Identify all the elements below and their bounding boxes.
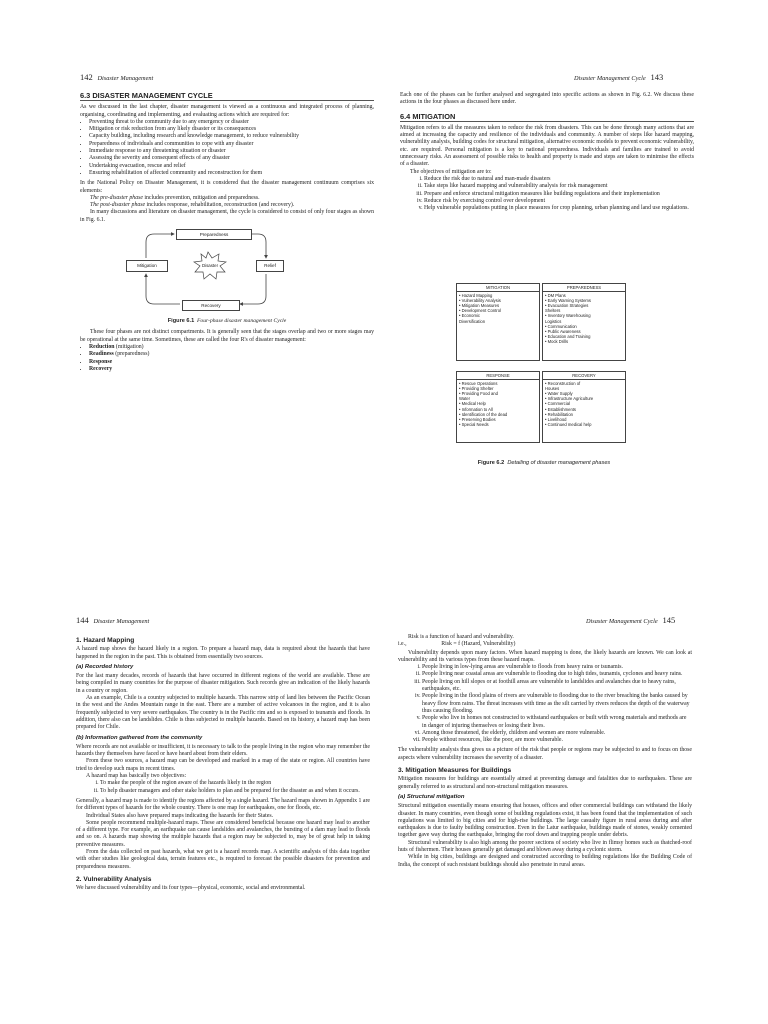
paragraph: A hazard map shows the hazard likely in a region. To prepare a hazard map, data is required about the hazards that have happened in the region in the past. This is obtained from essentially two sources. (76, 646, 370, 660)
caption-label: Figure 6.2 (477, 460, 505, 466)
list-item: • Livelihood (545, 416, 567, 422)
list-item: • Vulnerability Analysis (459, 298, 501, 304)
running-title: Disaster Management (97, 75, 154, 82)
panel-title: PREPAREDNESS (543, 284, 625, 292)
paragraph: Each one of the phases can be further analysed and segregated into specific actions as shown in Fig. 6.2. We discuss these actions in the four phases as discussed here under. (400, 92, 694, 106)
list-item: iv. People living in the flood plains of rivers are vulnerable to flooding due to the river breaching the banks caused by heavy flow from rains. The threat increases with time as the silt carried by rivers reduces the depth of the waterway thus causing flooding. (422, 693, 692, 715)
objectives-list (400, 176, 694, 212)
list-item: iii. Prepare and enforce structural mitigation measures like building regulations and their implementation (424, 191, 694, 198)
panel-title: MITIGATION (457, 284, 539, 292)
list-item: • Commercial (545, 401, 570, 407)
list-item: • Medical Help (459, 401, 486, 407)
disaster-label: Disaster (201, 263, 219, 269)
subsection-heading: 1. Hazard Mapping (76, 637, 135, 644)
paragraph: From the data collected on past hazards, what we get is a hazard records map. A scientific analysis of this data together with other studies like geological data, terrain features etc., is required to forecast the possible disasters for prevention and preparedness measures. (76, 849, 370, 870)
running-title: Disaster Management Cycle (574, 75, 646, 82)
page-header-left (76, 615, 149, 625)
paragraph: As an example, Chile is a country subjected to multiple hazards. This narrow strip of land lies between the Pacific Ocean in the west and the Andes Mountain range in the east. There are a number of active volcanoes in the region, and it is also frequently subjected to very severe earthquakes. The country is in the Pacific rim and so is exposed to tsunamis and floods. In addition, there also can be landslides. Chile is thus subjected to multiple hazards. Based on its history, a hazard map has been prepared for Chile. (76, 695, 370, 731)
paragraph: The objectives of mitigation are to: (410, 168, 492, 175)
list-item: iv. Reduce risk by exercising control over development (424, 198, 694, 205)
text: includes response, rehabilitation, reconstruction (and recovery). (145, 202, 295, 209)
caption-text: Four-phase disaster management Cycle (197, 318, 287, 325)
page-number: 143 (650, 72, 664, 82)
list-item: • Education and Training (545, 333, 591, 339)
sub-subsection-heading: (a) Structural mitigation (398, 793, 465, 800)
list-item: Diversification (459, 318, 486, 324)
list-item: • Reconstruction of (545, 381, 581, 387)
paragraph: We have discussed vulnerability and its four types—physical, economic, social and environmental. (76, 885, 306, 892)
list-item (89, 359, 374, 366)
preparedness-panel (542, 283, 626, 361)
sub-subsection-heading: (a) Recorded history (76, 663, 134, 670)
list-item: • Information to All (459, 406, 493, 412)
recovery-panel (542, 371, 626, 443)
paragraph: While in big cities, buildings are designed and constructed according to building regulations like the Building Code of India, the concept of such resistant buildings should also penetrate in rural areas. (398, 854, 692, 868)
subsection-heading: 2. Vulnerability Analysis (76, 875, 152, 883)
paragraph: A hazard map has basically two objectives: (86, 773, 187, 780)
list-item: • Preventing threat to the community due to any emergency or disaster (89, 119, 374, 126)
list-item (89, 351, 374, 358)
paragraph: In the National Policy on Disaster Management, it is considered that the disaster management continuum comprises six elements: (80, 180, 374, 194)
panel-title: RECOVERY (543, 372, 625, 380)
term: Response (89, 358, 113, 365)
panel-items (543, 380, 625, 428)
term: Recovery (89, 365, 113, 372)
paragraph: Generally, a hazard map is made to identify the regions affected by a single hazard. The hazard maps shown in Appendix 1 are for different types of hazards for the whole country. There is one map for earthquakes, one for floods, etc. (76, 797, 370, 812)
list-item: • Communication (545, 323, 577, 329)
list-item: i. To make the people of the region aware of the hazards likely in the region (100, 780, 370, 787)
paragraph: As we discussed in the last chapter, disaster management is viewed as a continuous and integrated process of planning, organising, coordinating and implementing, and evaluating actions which are required for: (80, 104, 374, 118)
page-number: 142 (80, 72, 93, 82)
running-title: Disaster Management (93, 618, 150, 625)
page-143-body (400, 92, 694, 212)
figure-6-1-cycle-diagram (80, 228, 374, 316)
list-item: • Mitigation or risk reduction from any likely disaster or its consequences (89, 126, 374, 133)
paragraph: For the last many decades, records of hazards that have occurred in different regions of the world are available. These are being compiled in many countries for the purpose of disaster mitigation. Such records give an indication of the likely hazards in a country or region. (76, 673, 370, 694)
list-item: vii. People without resources, like the poor, are more vulnerable. (422, 737, 692, 744)
bullet-list (80, 119, 374, 177)
list-item: ii. To help disaster managers and other stake holders to plan and be prepared for the disaster as and when it occurs. (100, 788, 370, 795)
emphasis: The pre-disaster phase (90, 194, 143, 201)
page-142-body (80, 92, 374, 373)
text: (preparedness) (113, 351, 150, 358)
list-item: • Preparedness of individuals and communities to cope with any disaster (89, 141, 374, 148)
recovery-box: Recovery (182, 300, 240, 311)
subsection-heading: 3. Mitigation Measures for Buildings (398, 767, 512, 775)
paragraph: Some people recommend multiple-hazard maps. These are considered beneficial because one hazard may lead to another of a different type. For example, an earthquake can cause landslides and avalanches, the bursting of a dam may lead to floods and so on. A hazards map showing the multiple hazards that a region may be subjected to, may be of great help in taking preventive measures. (76, 819, 370, 848)
paragraph: Structural vulnerability is also high among the poorer sections of society who live in flimsy homes such as thatched-roof huts of fishermen. Their houses generally get damaged and blown away during a cyclonic storm. (398, 839, 692, 854)
four-rs-list (80, 344, 374, 373)
page-header-left (80, 72, 153, 82)
list-item: ii. People living near coastal areas are vulnerable to flooding due to high tides, tsunamis, cyclones and heavy rains. (422, 671, 692, 678)
paragraph: These four phases are not distinct compartments. It is generally seen that the stages overlap and two or more stages may be operational at the same time. Sometimes, these are called the four R's of disaster management: (80, 329, 374, 343)
panel-items (543, 292, 625, 345)
list-item: Shelters (545, 308, 561, 314)
list-item: • Continued medical help (545, 421, 592, 427)
list-item: • Providing Food and (459, 391, 498, 397)
list-item: • Water Supply (545, 391, 573, 397)
list-item: Water (459, 396, 471, 402)
vulnerability-list (398, 664, 692, 744)
preparedness-box: Preparedness (176, 229, 252, 240)
list-item: • Preserving Bodies (459, 416, 496, 422)
spread-pages-144-145 (0, 512, 768, 1024)
page-number: 144 (76, 615, 89, 625)
response-panel (456, 371, 540, 443)
term: Reduction (89, 343, 115, 350)
paragraph: In many discussions and literature on disaster management, the cycle is considered to consist of only four stages as shown in Fig. 6.1. (80, 209, 374, 223)
panel-items (457, 380, 539, 428)
list-item: • Capacity building, including research and knowledge management, to reduce vulnerability (89, 133, 374, 140)
risk-formula: i.e., Risk = f (Hazard, Vulnerability) (398, 641, 516, 648)
section-heading: 6.4 MITIGATION (400, 113, 694, 122)
list-item: iii. People living on hill slopes or at foothill areas are vulnerable to landslides and avalanches due to heavy rains, earthquakes, etc. (422, 679, 692, 694)
list-item: • Special Needs (459, 421, 489, 427)
objectives-list (76, 780, 370, 795)
page-144-body (76, 634, 370, 893)
list-item: • Early Warning Systems (545, 298, 591, 304)
term: Readiness (89, 351, 114, 358)
list-item: • Establishments (545, 406, 577, 412)
list-item: • Assessing the severity and consequent effects of any disaster (89, 155, 374, 162)
list-item: • Rehabilitation (545, 411, 574, 417)
paragraph: Risk is a function of hazard and vulnerability. (408, 634, 514, 640)
mitigation-panel (456, 283, 540, 361)
list-item: • Evacuation Strategies (545, 303, 589, 309)
paragraph: Individual States also have prepared maps indicating the hazards for their States. (86, 812, 274, 819)
list-item: v. People who live in homes not constructed to withstand earthquakes or built with wrong materials and methods are in danger of injuring themselves or losing their lives. (422, 715, 692, 730)
text: includes prevention, mitigation and preparedness. (142, 194, 260, 201)
paragraph: Structural mitigation essentially means ensuring that houses, offices and other commercial buildings can withstand the likely disaster. In many countries, even though some of building regulations exist, it has been found that the implementation of such regulations was limited to big cities and for high-rise buildings. The large casualty figure in rural areas during and after earthquakes is due to faulty building construction. Even in the Latur earthquake, buildings made of stones, weakly cemented together gave way during the earthquake, bringing the roof down and trapping people under debris. (398, 803, 692, 839)
list-item: • Infrastructure Agriculture (545, 396, 594, 402)
list-item: • Hazard Mapping (459, 293, 493, 299)
caption-label: Figure 6.1 (167, 318, 195, 325)
page-header-right (574, 72, 663, 82)
list-item: vi. Among those threatened, the elderly, children and women are more vulnerable. (422, 730, 692, 737)
caption-text: Detailing of disaster management phases (507, 460, 611, 466)
list-item: • Providing Shelter (459, 386, 494, 392)
paragraph: Mitigation refers to all the measures taken to reduce the risk from disasters. This can be done through many actions that are aimed at increasing the capacity and resilience of the individuals and community. A number of steps like hazard mapping, vulnerability analysis, building codes for structural mitigation, alternative economic models to prevent economic vulnerability, etc. are required. Personal mitigation is a key to national preparedness. Individuals and families are trained to avoid unnecessary risks. An assessment of possible risks to health and property is made and steps are taken to minimise the effects of a disaster. (400, 124, 694, 168)
list-item (89, 366, 374, 373)
figure-caption (80, 318, 374, 325)
sub-subsection-heading: (b) Information gathered from the community (76, 734, 203, 741)
panel-title: RESPONSE (457, 372, 539, 380)
page-145-body (398, 634, 692, 869)
relief-box: Relief (256, 260, 284, 272)
list-item: • Undertaking evacuation, rescue and relief (89, 163, 374, 170)
list-item: ii. Take steps like hazard mapping and vulnerability analysis for risk management (424, 183, 694, 190)
paragraph: Where records are not available or insufficient, it is necessary to talk to the people living in the region who may remember the hazards they themselves have faced or have heard about from their elders. (76, 743, 370, 758)
text: (mitigation) (114, 343, 144, 350)
list-item: • Immediate response to any threatening situation or disaster (89, 148, 374, 155)
list-item: • Mitigation Measures (459, 303, 500, 309)
section-heading: 6.3 DISASTER MANAGEMENT CYCLE (80, 92, 374, 101)
list-item: v. Help vulnerable populations putting in place measures for crop planning, urban planning and land use regulations. (424, 205, 694, 212)
list-item: i. Reduce the risk due to natural and man-made disasters (424, 176, 694, 183)
list-item: • Development Control (459, 308, 501, 314)
list-item: • Economic (459, 313, 481, 319)
paragraph: Mitigation measures for buildings are essentially aimed at preventing damage and fatalities due to earthquakes. These are generally referred to as structural and non-structural mitigation measures. (398, 776, 692, 790)
paragraph: From these two sources, a hazard map can be developed and marked in a map of the state or region. All countries have tried to develop such maps in recent times. (76, 758, 370, 772)
list-item: • Ensuring rehabilitation of affected community and reconstruction for them (89, 170, 374, 177)
page-header-right (586, 615, 675, 625)
list-item: • DM Plans (545, 293, 566, 299)
list-item: i. People living in low-lying areas are vulnerable to floods from heavy rains or tsunamis. (422, 664, 692, 671)
page-number: 145 (662, 615, 676, 625)
mitigation-box: Mitigation (126, 260, 168, 272)
panel-items (457, 292, 539, 325)
paragraph: Vulnerability depends upon many factors. When hazard mapping is done, the likely hazards are known. We can look at vulnerability and its various types from these hazard maps. (398, 649, 692, 663)
running-title: Disaster Management Cycle (586, 618, 658, 625)
list-item: • Rescue Operations (459, 381, 498, 387)
list-item: Logistics (545, 318, 562, 324)
list-item: Houses (545, 386, 560, 392)
paragraph: The vulnerability analysis thus gives us a picture of the risk that people or regions may be subjected to and to focus on those aspects where vulnerability increases the severity of a disaster. (398, 747, 692, 761)
list-item: • Mock Drills (545, 338, 569, 344)
emphasis: The post-disaster phase (90, 202, 146, 209)
list-item: • Public Awareness (545, 328, 581, 334)
list-item: • Inventory Warehousing (545, 313, 591, 319)
list-item: • Identification of the dead (459, 411, 508, 417)
figure-caption (456, 461, 632, 466)
